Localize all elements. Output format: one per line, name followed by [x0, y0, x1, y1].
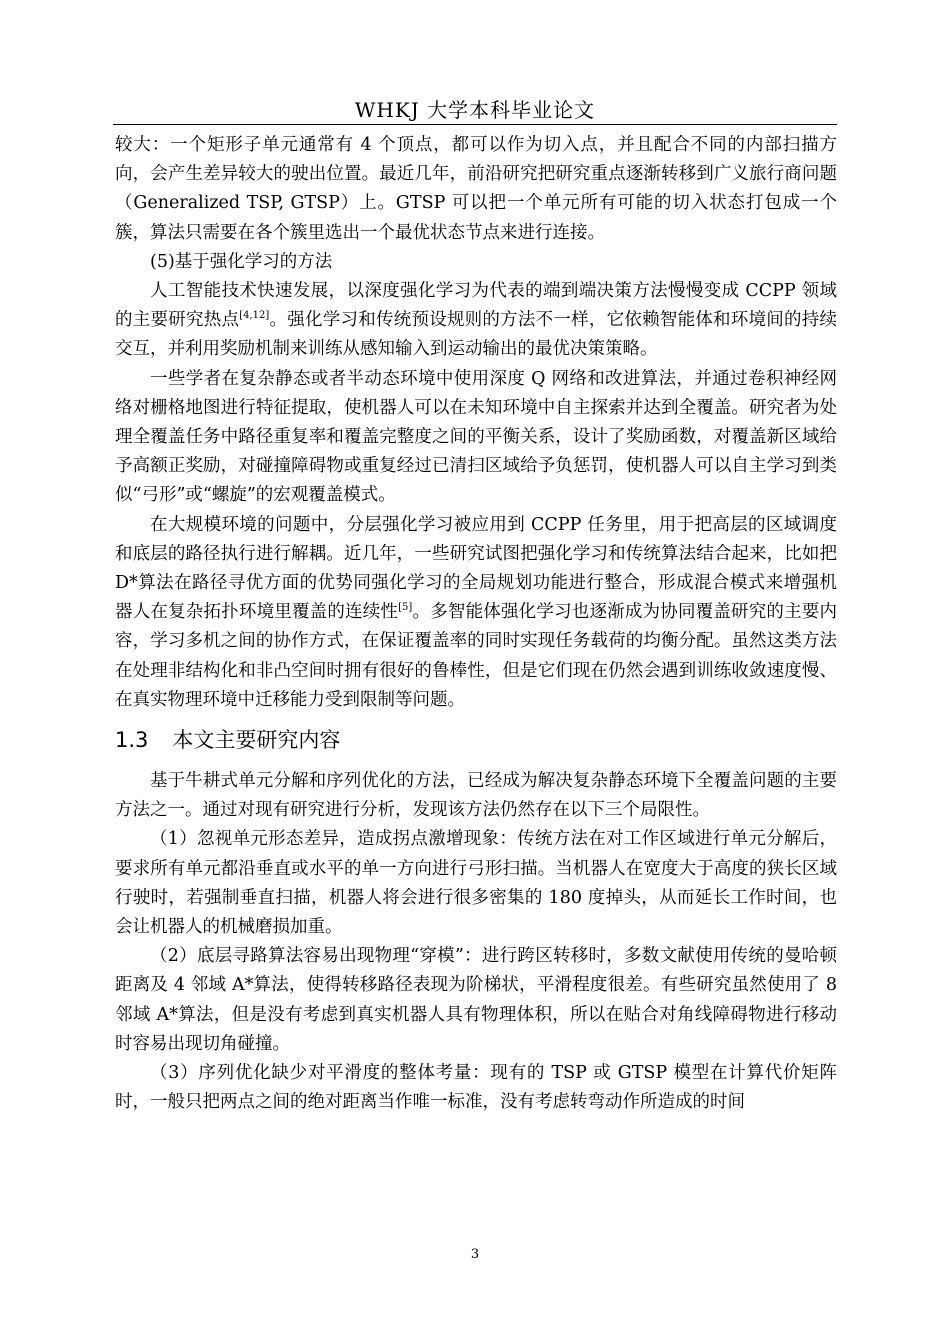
paragraph-text: 在大规模环境的问题中，分层强化学习被应用到 CCPP 任务里，用于把高层的区域调度和底层的路径执行进行解耦。近几年，一些研究试图把强化学习和传统算法结合起来，比如把 D*算法在路径寻优方面的优势同强化学习的全局规划功能进行整合，形成混合模式来增强机器人在复杂拓扑环境里覆盖的连续性 — [115, 514, 837, 623]
page-body — [115, 131, 837, 1118]
body-paragraph: （1）忽视单元形态差异，造成拐点激增现象：传统方法在对工作区域进行单元分解后，要求所有单元都沿垂直或水平的单一方向进行弓形扫描。当机器人在宽度大于高度的狭长区域行驶时，若强制垂直扫描，机器人将会进行很多密集的 180 度掉头，从而延长工作时间，也会让机器人的机械磨损加重。 — [115, 829, 837, 938]
subsection-heading: (5)基于强化学习的方法 — [150, 251, 333, 272]
body-paragraph — [115, 277, 837, 365]
paragraph-text: 人工智能技术快速发展，以深度强化学习为代表的端到端决策方法慢慢变成 CCPP 领域的主要研究热点 — [115, 281, 837, 331]
body-paragraph: 一些学者在复杂静态或者半动态环境中使用深度 Q 网络和改进算法，并通过卷积神经网络对栅格地图进行特征提取，使机器人可以在未知环境中自主探索并达到全覆盖。研究者为处理全覆盖任务中路径重复率和覆盖完整度之间的平衡关系，设计了奖励函数，对覆盖新区域给予高额正奖励，对碰撞障碍物或重复经过已清扫区域给予负惩罚，使机器人可以自主学习到类似“弓形”或“螺旋”的宏观覆盖模式。 — [115, 368, 837, 506]
running-header: WHKJ 大学本科毕业论文 — [354, 98, 596, 122]
citation: [4,12] — [239, 310, 270, 322]
body-paragraph — [115, 511, 837, 715]
citation: [5] — [398, 602, 413, 614]
body-paragraph: （2）底层寻路算法容易出现物理“穿模”：进行跨区转移时，多数文献使用传统的曼哈顿距离及 4 邻域 A*算法，使得转移路径表现为阶梯状，平滑程度很差。有些研究虽然使用了 8 邻域 A*算法，但是没有考虑到真实机器人具有物理体积，所以在贴合对角线障碍物进行移动时容易出现切角碰撞。 — [115, 946, 837, 1054]
header-rule — [113, 124, 837, 125]
paragraph-text: 。强化学习和传统预设规则的方法不一样，它依赖智能体和环境间的持续交互，并利用奖励机制来训练从感知输入到运动输出的最优决策策略。 — [115, 310, 838, 360]
body-paragraph: 基于牛耕式单元分解和序列优化的方法，已经成为解决复杂静态环境下全覆盖问题的主要方法之一。通过对现有研究进行分析，发现该方法仍然存在以下三个局限性。 — [115, 771, 837, 821]
section-title: 本文主要研究内容 — [172, 728, 341, 753]
page-number: 3 — [470, 1247, 480, 1262]
body-paragraph: （3）序列优化缺少对平滑度的整体考量：现有的 TSP 或 GTSP 模型在计算代价矩阵时，一般只把两点之间的绝对距离当作唯一标准，没有考虑转弯动作所造成的时间 — [115, 1063, 837, 1113]
body-paragraph: 较大：一个矩形子单元通常有 4 个顶点，都可以作为切入点，并且配合不同的内部扫描方向，会产生差异较大的驶出位置。最近几年，前沿研究把研究重点逐渐转移到广义旅行商问题（Generalized TSP, GTSP）上。GTSP 可以把一个单元所有可能的切入状态打包成一个簇，算法只需要在各个簇里选出一个最优状态节点来进行连接。 — [115, 135, 837, 243]
paragraph-text: 。多智能体强化学习也逐渐成为协同覆盖研究的主要内容，学习多机之间的协作方式，在保证覆盖率的同时实现任务载荷的均衡分配。虽然这类方法在处理非结构化和非凸空间时拥有很好的鲁棒性，但是它们现在仍然会遇到训练收敛速度慢、在真实物理环境中迁移能力受到限制等问题。 — [115, 602, 838, 710]
section-number: 1.3 — [115, 728, 149, 753]
section-heading — [115, 725, 837, 755]
